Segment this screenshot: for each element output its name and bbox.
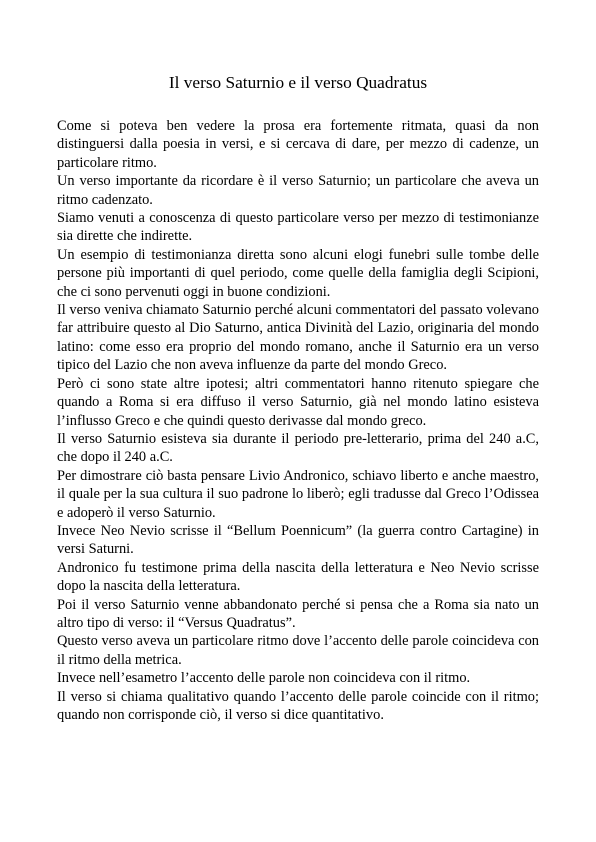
paragraph: Però ci sono state altre ipotesi; altri commentatori hanno ritenuto spiegare che quando a Roma si era diffuso il verso Saturnio, già nel mondo latino esisteva l’influsso Greco e che quindi questo derivasse dal mondo greco. (57, 375, 539, 429)
paragraph: Invece Neo Nevio scrisse il “Bellum Poennicum” (la guerra contro Cartagine) in versi Saturni. (57, 522, 539, 558)
paragraph: Il verso veniva chiamato Saturnio perché alcuni commentatori del passato volevano far attribuire questo al Dio Saturno, antica Divinità del Lazio, originaria del mondo latino: come esso era proprio del mondo romano, anche il Saturnio era un verso tipico del Lazio che non aveva influenze da parte del mondo Greco. (57, 302, 539, 374)
paragraph: Un esempio di testimonianza diretta sono alcuni elogi funebri sulle tombe delle persone più importanti di quel periodo, come quelle della famiglia degli Scipioni, che ci sono pervenuti oggi in buone condizioni. (57, 246, 539, 300)
document-body (57, 117, 539, 724)
paragraph: Come si poteva ben vedere la prosa era fortemente ritmata, quasi da non distinguersi dalla poesia in versi, e si cercava di dare, per mezzo di cadenze, un particolare ritmo. (57, 118, 539, 171)
paragraph: Siamo venuti a conoscenza di questo particolare verso per mezzo di testimonianze sia dirette che indirette. (57, 210, 539, 245)
paragraph: Un verso importante da ricordare è il verso Saturnio; un particolare che aveva un ritmo cadenzato. (57, 173, 539, 208)
document-title: Il verso Saturnio e il verso Quadratus (168, 73, 428, 92)
paragraph: Andronico fu testimone prima della nascita della letteratura e Neo Nevio scrisse dopo la nascita della letteratura. (57, 559, 539, 595)
paragraph: Questo verso aveva un particolare ritmo dove l’accento delle parole coincideva con il ritmo della metrica. (57, 633, 539, 668)
paragraph: Per dimostrare ciò basta pensare Livio Andronico, schiavo liberto e anche maestro, il quale per la sua cultura il suo padrone lo liberò; egli tradusse dal Greco l’Odissea e adoperò il verso Saturnio. (57, 467, 539, 521)
paragraph: Poi il verso Saturnio venne abbandonato perché si pensa che a Roma sia nato un altro tipo di verso: il “Versus Quadratus”. (57, 596, 539, 631)
paragraph: Il verso Saturnio esisteva sia durante il periodo pre-letterario, prima del 240 a.C, che dopo il 240 a.C. (57, 430, 539, 466)
paragraph: Il verso si chiama qualitativo quando l’accento delle parole coincide con il ritmo; quando non corrisponde ciò, il verso si dice quantitativo. (57, 688, 539, 723)
paragraph: Invece nell’esametro l’accento delle parole non coincideva con il ritmo. (57, 670, 471, 687)
